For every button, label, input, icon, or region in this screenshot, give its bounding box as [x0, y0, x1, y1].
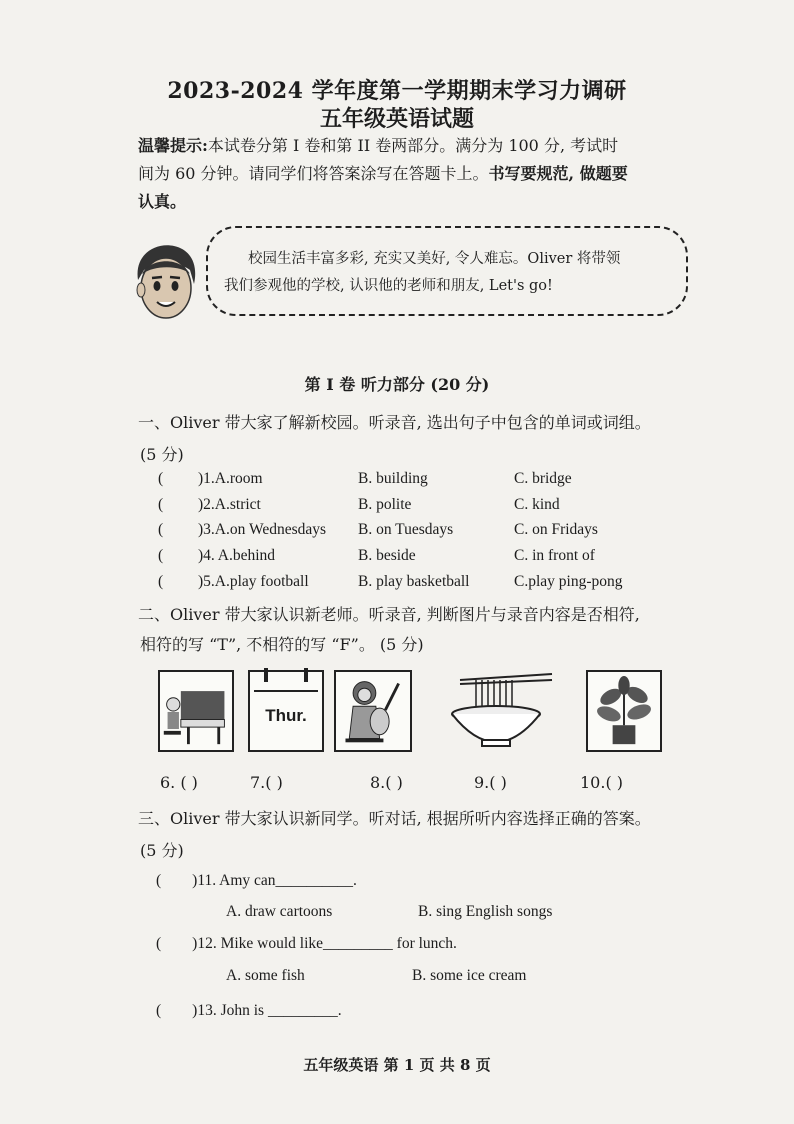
bubble-line2: 我们参观他的学校, 认识他的老师和朋友, Let's go!: [224, 278, 553, 294]
mc-question-1: [158, 470, 572, 488]
option-c: C. kind: [514, 496, 560, 513]
option-c: C. in front of: [514, 547, 595, 564]
option-b: B. building: [358, 470, 428, 487]
question-11[interactable]: ( )11. Amy can__________.: [156, 872, 357, 889]
tf-answer-9[interactable]: 9.( ): [474, 773, 507, 792]
answer-paren[interactable]: (: [158, 547, 164, 564]
piano-player-icon: [158, 670, 234, 752]
bubble-text: [224, 246, 674, 300]
q11-option-a: A. draw cartoons: [226, 903, 333, 920]
answer-paren[interactable]: (: [158, 573, 164, 590]
section1-instruction: 一、Oliver 带大家了解新校园。听录音, 选出句子中包含的单词或词组。: [138, 413, 651, 432]
notice-bold3: 认真。: [138, 192, 187, 211]
plant-icon: [586, 670, 662, 752]
exam-subtitle: 五年级英语试题: [319, 106, 474, 132]
pipa-player-icon: [334, 670, 412, 752]
q11-option-b: B. sing English songs: [418, 903, 553, 920]
option-b: B. play basketball: [358, 573, 470, 590]
notice-text2: 间为 60 分钟。请同学们将答案涂写在答题卡上。: [138, 164, 489, 183]
notice-bold2: 书写要规范, 做题要: [488, 164, 628, 183]
option-b: B. on Tuesdays: [358, 521, 454, 538]
boy-avatar-icon: [130, 240, 202, 328]
mc-question-5: [158, 573, 623, 591]
mc-question-3: [158, 521, 598, 539]
question-13[interactable]: ( )13. John is _________.: [156, 1002, 342, 1019]
part1-title: 第 I 卷 听力部分 (20 分): [304, 375, 490, 394]
option-a: )4. A.behind: [198, 547, 276, 564]
exam-title: 2023-2024 学年度第一学期期末学习力调研: [167, 78, 627, 104]
section2-instruction: 二、Oliver 带大家认识新老师。听录音, 判断图片与录音内容是否相符,: [138, 605, 640, 624]
option-b: B. beside: [358, 547, 416, 564]
notice-text1: 本试卷分第 I 卷和第 II 卷两部分。满分为 100 分, 考试时: [207, 136, 619, 155]
calendar-icon: [248, 670, 324, 752]
notice: [138, 132, 698, 216]
bubble-line1: 校园生活丰富多彩, 充实又美好, 令人难忘。Oliver 将带领: [248, 251, 621, 267]
section2-instruction-cont: 相符的写 “T”, 不相符的写 “F”。 (5 分): [140, 635, 424, 654]
calendar-day: Thur.: [265, 706, 307, 725]
answer-paren[interactable]: (: [158, 521, 164, 538]
option-a: )5.A.play football: [198, 573, 309, 590]
page-footer: 五年级英语 第 1 页 共 8 页: [303, 1056, 491, 1074]
option-a: )2.A.strict: [198, 496, 261, 513]
answer-paren[interactable]: (: [158, 470, 164, 487]
option-a: )1.A.room: [198, 470, 263, 487]
notice-label: 温馨提示:: [138, 136, 208, 155]
option-c: C.play ping-pong: [514, 573, 623, 590]
q12-option-a: A. some fish: [226, 967, 305, 984]
answer-paren[interactable]: (: [158, 496, 164, 513]
option-a: )3.A.on Wednesdays: [198, 521, 327, 538]
option-c: C. bridge: [514, 470, 572, 487]
tf-answer-7[interactable]: 7.( ): [250, 773, 283, 792]
section3-points: (5 分): [140, 841, 184, 860]
question-12[interactable]: ( )12. Mike would like_________ for lunch.: [156, 935, 457, 952]
mc-question-4: [158, 547, 595, 565]
q12-option-b: B. some ice cream: [412, 967, 527, 984]
mc-question-2: [158, 496, 560, 514]
tf-answer-8[interactable]: 8.( ): [370, 773, 403, 792]
section1-points: (5 分): [140, 445, 184, 464]
section3-instruction: 三、Oliver 带大家认识新同学。听对话, 根据所听内容选择正确的答案。: [138, 809, 651, 828]
option-b: B. polite: [358, 496, 412, 513]
noodles-icon: [440, 670, 558, 752]
tf-answer-6[interactable]: 6. ( ): [160, 773, 198, 792]
option-c: C. on Fridays: [514, 521, 598, 538]
tf-answer-10[interactable]: 10.( ): [580, 773, 624, 792]
